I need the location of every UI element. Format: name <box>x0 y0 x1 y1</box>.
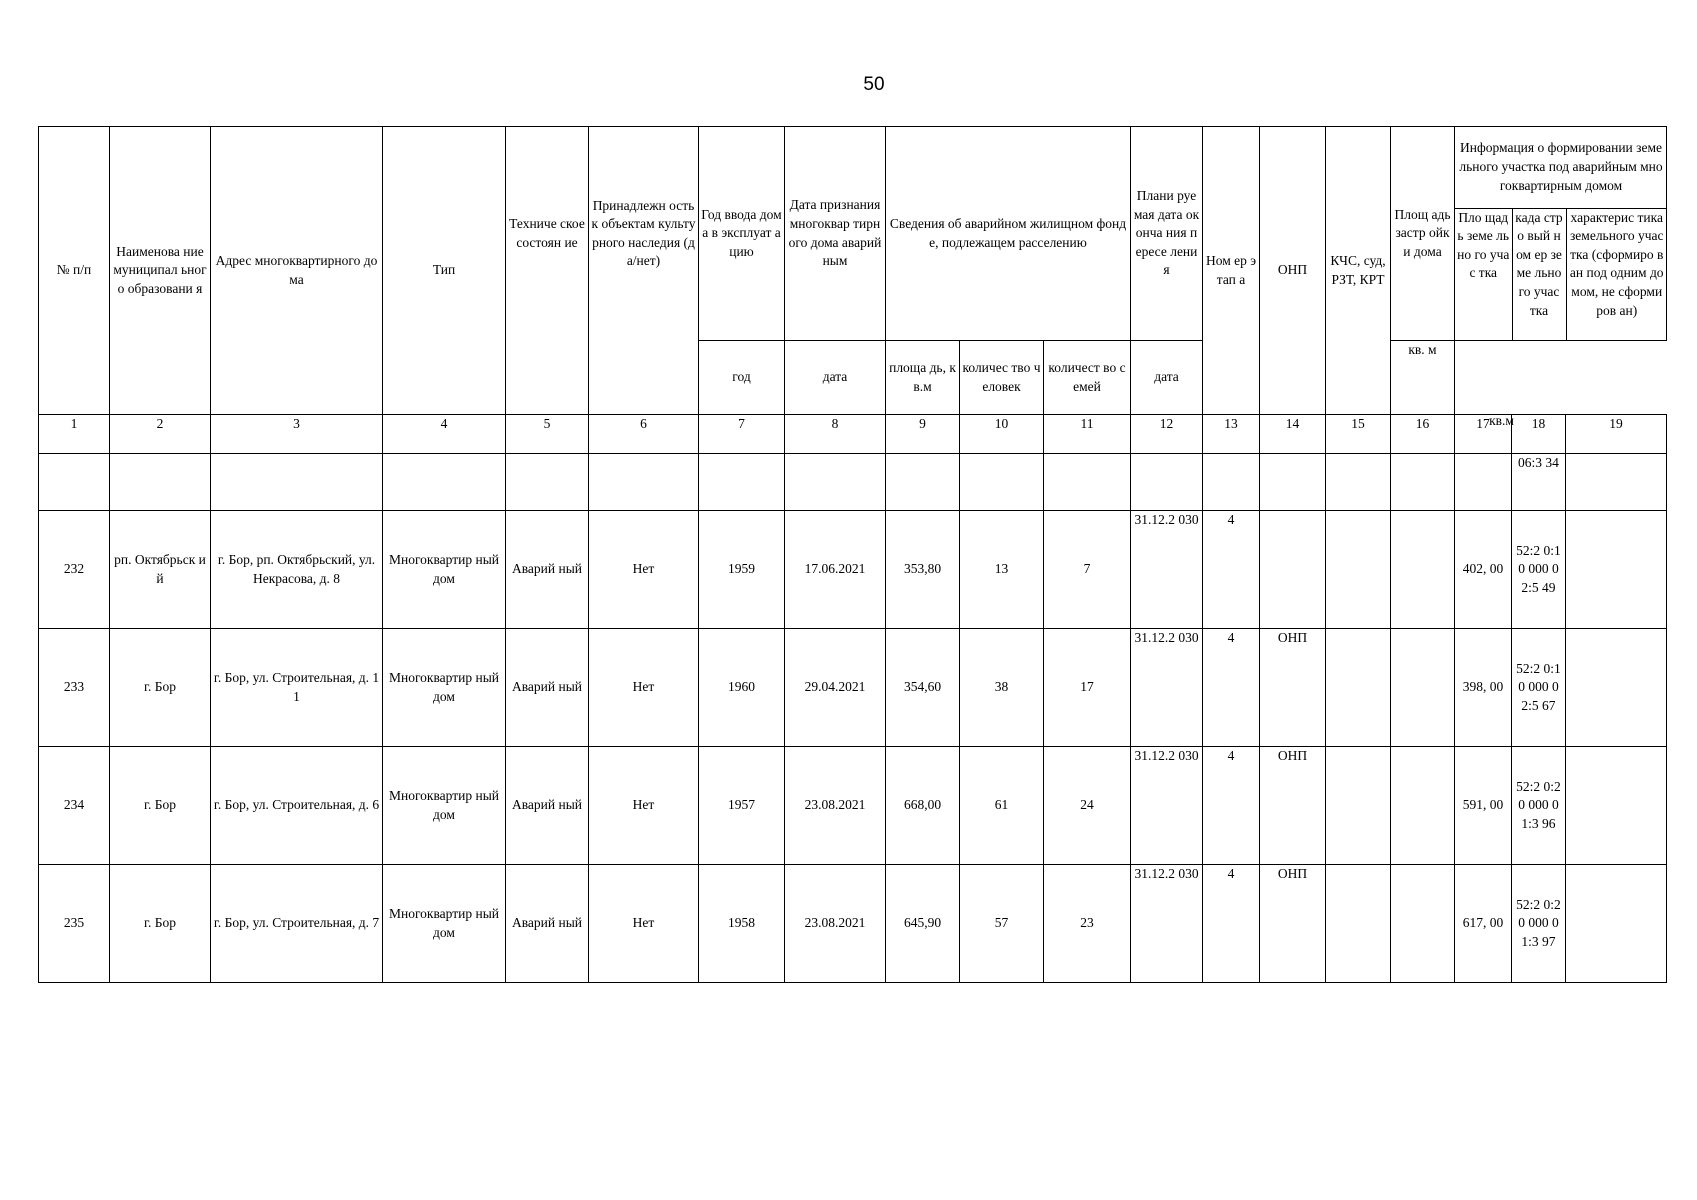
col-number: 19 <box>1566 415 1667 454</box>
cell-type: Многоквартир ный дом <box>383 747 506 865</box>
cell-families: 24 <box>1044 747 1131 865</box>
cell-num: 235 <box>39 865 110 983</box>
sub-built-unit: кв. м <box>1391 341 1455 415</box>
land-group-table <box>1455 127 1667 340</box>
cell-kchs <box>1326 629 1391 747</box>
col-number: 6 <box>589 415 699 454</box>
cell-date: 23.08.2021 <box>785 747 886 865</box>
cell-stage: 4 <box>1203 629 1260 747</box>
col-number: 1 <box>39 415 110 454</box>
cell-char <box>1566 511 1667 629</box>
cell-empty <box>886 454 960 511</box>
cell-address: г. Бор, рп. Октябрьский, ул. Некрасова, д. 8 <box>211 511 383 629</box>
sub-date: дата <box>785 341 886 415</box>
cell-empty <box>1326 454 1391 511</box>
col-number: 5 <box>506 415 589 454</box>
cell-char <box>1566 747 1667 865</box>
cell-date: 29.04.2021 <box>785 629 886 747</box>
cell-empty <box>960 454 1044 511</box>
cell-land-area: 398, 00 <box>1455 629 1512 747</box>
cell-built <box>1391 747 1455 865</box>
col-number: 3 <box>211 415 383 454</box>
cell-empty <box>211 454 383 511</box>
cell-empty <box>1044 454 1131 511</box>
cell-onp: ОНП <box>1260 747 1326 865</box>
cell-cadastral: 52:2 0:20 000 01:3 96 <box>1512 747 1566 865</box>
col-number: 9 <box>886 415 960 454</box>
cell-municipality: г. Бор <box>110 865 211 983</box>
cell-heritage: Нет <box>589 629 699 747</box>
cell-area: 668,00 <box>886 747 960 865</box>
cell-planned: 31.12.2 030 <box>1131 629 1203 747</box>
land-area-unit: кв.м <box>1489 413 1514 428</box>
cell-cadastral: 06:3 34 <box>1512 454 1566 511</box>
cell-onp <box>1260 511 1326 629</box>
cell-empty <box>39 454 110 511</box>
cell-area: 645,90 <box>886 865 960 983</box>
cell-date: 17.06.2021 <box>785 511 886 629</box>
col-stage-header: Ном ер этап а <box>1203 127 1260 415</box>
cell-empty <box>1203 454 1260 511</box>
col-number: 12 <box>1131 415 1203 454</box>
cell-state: Аварий ный <box>506 747 589 865</box>
cell-address: г. Бор, ул. Строительная, д. 7 <box>211 865 383 983</box>
sub-people: количес тво человек <box>960 341 1044 415</box>
cell-cadastral: 52:2 0:20 000 01:3 97 <box>1512 865 1566 983</box>
cell-people: 38 <box>960 629 1044 747</box>
cell-land-area: 591, 00 <box>1455 747 1512 865</box>
cell-municipality: г. Бор <box>110 747 211 865</box>
col-land-area-header: Пло щадь земе льно го учас тка <box>1455 208 1512 340</box>
cell-char <box>1566 865 1667 983</box>
cell-address: г. Бор, ул. Строительная, д. 6 <box>211 747 383 865</box>
col-number: 10 <box>960 415 1044 454</box>
col-date-header: Дата признания многоквар тирного дома аварийным <box>785 127 886 341</box>
cell-year: 1959 <box>699 511 785 629</box>
cell-state: Аварий ный <box>506 511 589 629</box>
cell-stage: 4 <box>1203 865 1260 983</box>
cell-kchs <box>1326 747 1391 865</box>
cell-heritage: Нет <box>589 747 699 865</box>
col-heritage-header: Принадлежн ость к объектам культурного наследия (да/нет) <box>589 127 699 341</box>
cell-built <box>1391 511 1455 629</box>
cell-year: 1957 <box>699 747 785 865</box>
cell-stage: 4 <box>1203 511 1260 629</box>
cell-cadastral: 52:2 0:10 000 02:5 49 <box>1512 511 1566 629</box>
cell-kchs <box>1326 865 1391 983</box>
cell-families: 23 <box>1044 865 1131 983</box>
cell-heritage: Нет <box>589 865 699 983</box>
info-group-header: Сведения об аварийном жилищном фонде, подлежащем расселению <box>886 127 1131 341</box>
col-onp-header: ОНП <box>1260 127 1326 415</box>
cell-empty <box>1455 454 1512 511</box>
col-number: 13 <box>1203 415 1260 454</box>
col-number: 2 <box>110 415 211 454</box>
col-type-header: Тип <box>383 127 506 415</box>
cell-year: 1960 <box>699 629 785 747</box>
col-year-header: Год ввода дома в эксплуат ацию <box>699 127 785 341</box>
cell-land-area: 617, 00 <box>1455 865 1512 983</box>
cell-empty <box>699 454 785 511</box>
cell-municipality: г. Бор <box>110 629 211 747</box>
col-built-area-header: Площ адь застр ойки дома <box>1391 127 1455 341</box>
header-row <box>39 127 1667 341</box>
cell-people: 13 <box>960 511 1044 629</box>
col-heritage-header-cont <box>589 341 699 415</box>
cell-people: 61 <box>960 747 1044 865</box>
emergency-housing-table <box>38 126 1667 983</box>
table-row <box>39 629 1667 747</box>
table-row <box>39 865 1667 983</box>
cell-built <box>1391 865 1455 983</box>
cell-empty <box>1131 454 1203 511</box>
cell-onp: ОНП <box>1260 865 1326 983</box>
cell-planned: 31.12.2 030 <box>1131 511 1203 629</box>
col-state-header-cont <box>506 341 589 415</box>
continued-row <box>39 454 1667 511</box>
cell-onp: ОНП <box>1260 629 1326 747</box>
cell-heritage: Нет <box>589 511 699 629</box>
land-group-header: Информация о формировании земельного участка под аварийным многоквартирным домом <box>1455 127 1667 208</box>
cell-state: Аварий ный <box>506 865 589 983</box>
cell-empty <box>589 454 699 511</box>
cell-type: Многоквартир ный дом <box>383 511 506 629</box>
col-number: 18 <box>1512 415 1566 454</box>
col-number: 8 <box>785 415 886 454</box>
cell-num: 233 <box>39 629 110 747</box>
table-row <box>39 747 1667 865</box>
cell-type: Многоквартир ный дом <box>383 865 506 983</box>
column-numbers-row <box>39 415 1667 454</box>
col-number: 15 <box>1326 415 1391 454</box>
col-number: 14 <box>1260 415 1326 454</box>
cell-kchs <box>1326 511 1391 629</box>
cell-land-area: 402, 00 <box>1455 511 1512 629</box>
cell-type: Многоквартир ный дом <box>383 629 506 747</box>
cell-area: 354,60 <box>886 629 960 747</box>
cell-year: 1958 <box>699 865 785 983</box>
cell-planned: 31.12.2 030 <box>1131 747 1203 865</box>
col-address-header: Адрес многоквартирного дома <box>211 127 383 415</box>
col-number: 17 <box>1455 415 1512 454</box>
cell-address: г. Бор, ул. Строительная, д. 11 <box>211 629 383 747</box>
col-land-char-header: характерис тика земельного участка (сформиро ван под одним домом, не сформиров ан) <box>1569 209 1664 318</box>
col-num-header: № п/п <box>39 127 110 415</box>
cell-date: 23.08.2021 <box>785 865 886 983</box>
sub-area: площа дь, кв.м <box>886 341 960 415</box>
page-number: 50 <box>863 74 885 95</box>
col-number: 7 <box>699 415 785 454</box>
cell-families: 7 <box>1044 511 1131 629</box>
sub-year: год <box>699 341 785 415</box>
cell-built <box>1391 629 1455 747</box>
cell-area: 353,80 <box>886 511 960 629</box>
cell-empty <box>383 454 506 511</box>
cell-empty <box>110 454 211 511</box>
cell-num: 232 <box>39 511 110 629</box>
table-row <box>39 511 1667 629</box>
cell-state: Аварий ный <box>506 629 589 747</box>
col-state-header: Техниче ское состоян ие <box>506 127 589 341</box>
cell-families: 17 <box>1044 629 1131 747</box>
land-group-cell <box>1455 127 1667 341</box>
col-kchs-header: КЧС, суд, РЗТ, КРТ <box>1326 127 1391 415</box>
sub-planned: дата <box>1131 341 1203 415</box>
cell-municipality: рп. Октябрьск ий <box>110 511 211 629</box>
cell-empty <box>506 454 589 511</box>
col-planned-header: Плани руемая дата оконча ния пересе ления <box>1131 127 1203 341</box>
cell-empty <box>1260 454 1326 511</box>
cell-planned: 31.12.2 030 <box>1131 865 1203 983</box>
cell-empty <box>1566 454 1667 511</box>
cell-num: 234 <box>39 747 110 865</box>
cell-empty <box>785 454 886 511</box>
cell-cadastral: 52:2 0:10 000 02:5 67 <box>1512 629 1566 747</box>
cell-stage: 4 <box>1203 747 1260 865</box>
col-municipality-header: Наименова ние муниципал ьного образовани я <box>110 127 211 415</box>
cell-char <box>1566 629 1667 747</box>
col-number: 16 <box>1391 415 1455 454</box>
sub-families: количест во семей <box>1044 341 1131 415</box>
col-number: 4 <box>383 415 506 454</box>
cell-empty <box>1391 454 1455 511</box>
cell-people: 57 <box>960 865 1044 983</box>
col-number: 11 <box>1044 415 1131 454</box>
col-cadastral-header: када стро вый ном ер земе льно го учас тка <box>1512 208 1566 340</box>
